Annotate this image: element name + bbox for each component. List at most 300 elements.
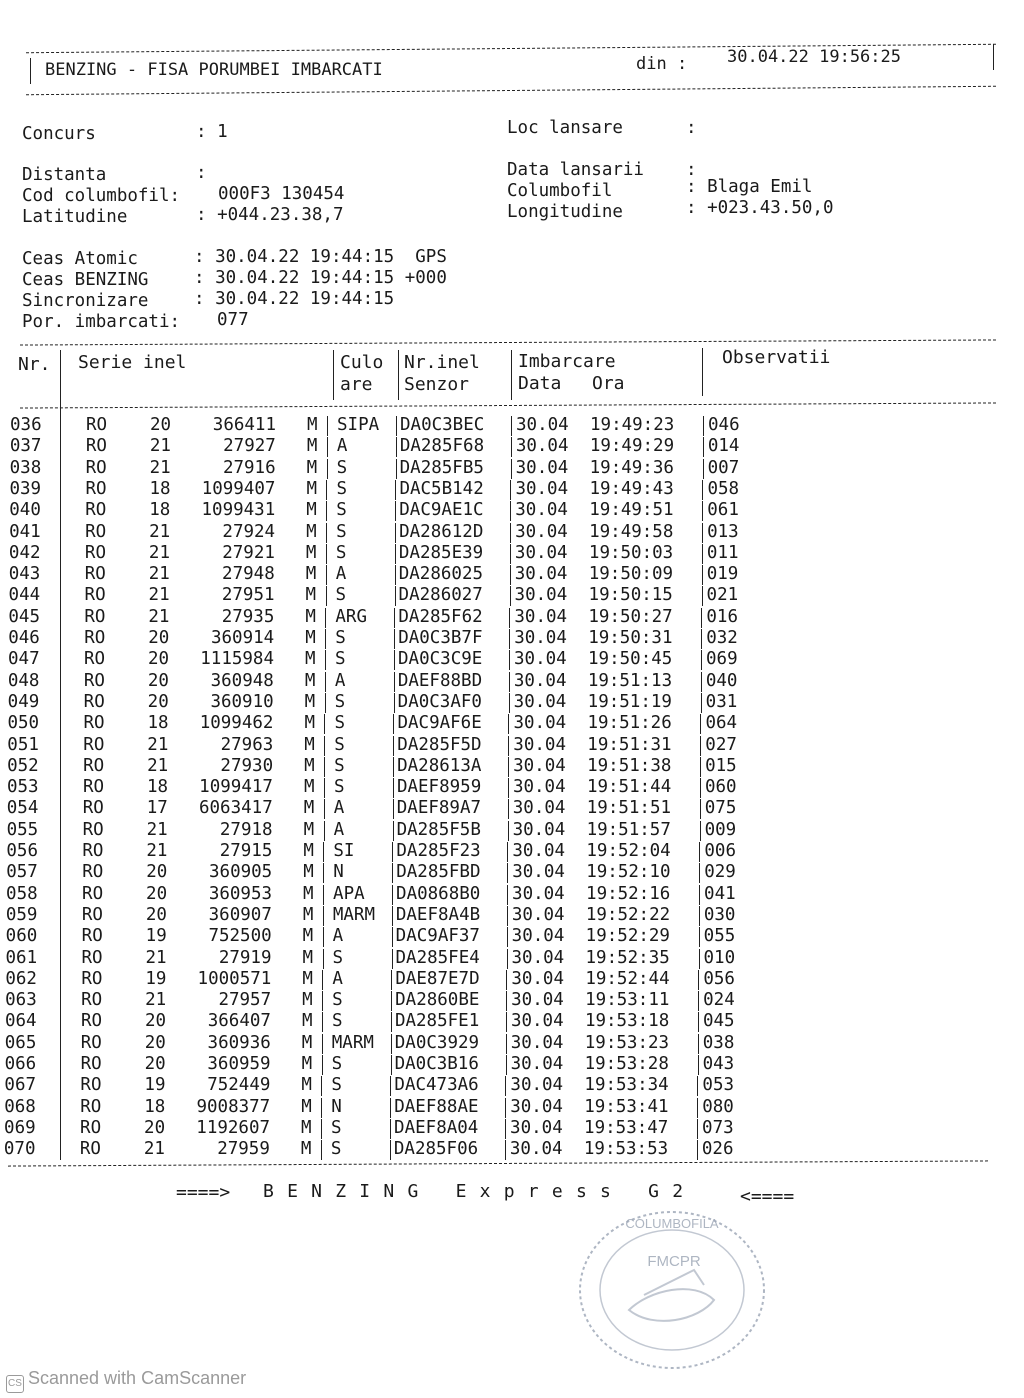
cell-cul: A: [333, 798, 345, 819]
cell-inel: 1099407: [201, 478, 276, 499]
cell-cul: A: [332, 926, 344, 947]
column-header-culoare-2: are: [340, 374, 373, 395]
cell-inel: 9008377: [196, 1096, 271, 1117]
table-row: [0, 820, 1024, 841]
cell-an: 21: [146, 819, 168, 840]
cell-an: 18: [149, 478, 171, 499]
cell-tara: RO: [80, 1075, 102, 1096]
cell-ora: 19:53:23: [584, 1032, 670, 1053]
sep-senzor: [507, 863, 508, 883]
camscanner-watermark: [6, 1368, 246, 1393]
sep-senzor: [505, 1098, 506, 1118]
cell-nr: 062: [5, 968, 37, 989]
sep-sex: [326, 586, 327, 606]
cell-inel: 27915: [219, 841, 273, 861]
cell-data: 30.04: [510, 1032, 564, 1053]
table-top-border: [20, 339, 996, 345]
ceas-atomic-label: Ceas Atomic: [22, 249, 138, 269]
sep-ora: [702, 586, 703, 606]
sep-senzor: [510, 586, 511, 606]
sep-sex: [327, 459, 328, 479]
cell-senzor: DAEF8A4B: [395, 904, 481, 925]
cell-cul: MARM: [332, 904, 376, 925]
cell-tara: RO: [80, 1032, 102, 1053]
por-imbarcati-label: Por. imbarcati:: [22, 312, 181, 332]
cell-obs: 010: [703, 947, 736, 968]
concurs-value: : 1: [196, 122, 228, 142]
cell-data: 30.04: [513, 734, 566, 755]
cell-obs: 038: [702, 1032, 735, 1053]
sep-cul: [393, 821, 394, 841]
cell-sex: M: [305, 649, 316, 670]
sincronizare-label: Sincronizare: [22, 291, 149, 311]
cell-data: 30.04: [515, 436, 569, 457]
sep-ora: [700, 714, 701, 734]
sep-senzor: [510, 544, 511, 564]
column-header-data: Data: [518, 373, 562, 394]
cell-nr: 057: [6, 862, 38, 883]
cell-nr: 052: [7, 755, 39, 776]
sep-ora: [699, 949, 700, 969]
table-row: [0, 543, 1024, 564]
cell-inel: 360914: [210, 628, 275, 648]
cell-inel: 360905: [209, 862, 273, 883]
por-imbarcati-value: 077: [217, 310, 249, 330]
sep-senzor: [510, 480, 511, 500]
cell-an: 20: [144, 1054, 166, 1074]
sep-ora: [702, 501, 703, 521]
cell-senzor: DA285F06: [393, 1139, 479, 1160]
cell-ora: 19:51:19: [587, 691, 672, 712]
column-header-nr: Nr.: [18, 354, 51, 375]
cell-data: 30.04: [514, 564, 568, 585]
sep-sex: [327, 416, 328, 436]
print-datetime: 30.04.22 19:56:25: [727, 47, 901, 67]
sep-senzor: [510, 565, 511, 585]
cell-ora: 19:51:51: [586, 798, 672, 819]
sep-cul: [395, 565, 396, 585]
cell-obs: 055: [703, 926, 736, 947]
cell-ora: 19:49:43: [589, 478, 674, 499]
cell-data: 30.04: [510, 1054, 564, 1074]
association-stamp: [574, 1200, 770, 1375]
cell-sex: M: [303, 819, 315, 840]
cell-nr: 039: [9, 478, 42, 499]
cell-nr: 068: [4, 1096, 36, 1117]
cell-data: 30.04: [515, 500, 568, 521]
cell-sex: M: [301, 1117, 312, 1138]
cell-an: 21: [145, 947, 167, 968]
table-row: [0, 1011, 1024, 1032]
cell-senzor: DAEF89A7: [396, 798, 482, 819]
data-lansarii-label: Data lansarii: [507, 160, 644, 180]
cell-nr: 040: [9, 500, 41, 521]
sep-ora: [701, 608, 702, 628]
cell-data: 30.04: [511, 904, 565, 925]
cell-senzor: DAEF8959: [396, 777, 482, 798]
sep-sex: [323, 863, 324, 883]
cell-senzor: DA0C3B16: [394, 1054, 479, 1074]
cell-an: 21: [148, 585, 170, 606]
sep-senzor: [510, 501, 511, 521]
cell-cul: A: [336, 436, 348, 457]
sep-sex: [324, 799, 325, 819]
cell-inel: 27919: [218, 947, 272, 968]
cell-inel: 1192607: [196, 1117, 271, 1138]
cell-senzor: DA285FBD: [396, 862, 481, 883]
cell-sex: M: [306, 500, 317, 521]
cell-obs: 024: [703, 990, 735, 1011]
cell-inel: 1000571: [197, 968, 272, 989]
sep-ora: [697, 1119, 698, 1139]
sep-sex: [322, 1055, 323, 1075]
sep-cul: [393, 778, 394, 798]
sep-sex: [323, 949, 324, 969]
cell-tara: RO: [82, 883, 104, 904]
data-lansarii-value: :: [686, 160, 697, 180]
cell-an: 20: [150, 415, 172, 435]
cell-inel: 366411: [212, 415, 276, 435]
cell-obs: 061: [707, 500, 739, 521]
cell-cul: APA: [333, 883, 365, 904]
table-row: [0, 777, 1024, 798]
sep-ora: [699, 906, 700, 926]
sep-senzor: [507, 842, 508, 862]
cell-cul: S: [334, 713, 346, 734]
cell-sex: M: [306, 436, 318, 457]
cell-tara: RO: [84, 585, 106, 606]
cell-an: 21: [143, 1139, 165, 1160]
cell-sex: M: [305, 564, 317, 585]
cell-cul: S: [332, 947, 344, 968]
cell-ora: 19:51:31: [587, 734, 672, 755]
cell-senzor: DAC9AE1C: [399, 500, 484, 521]
sep-cul: [395, 586, 396, 606]
sep-ora: [703, 416, 704, 436]
sep-cul: [391, 970, 392, 990]
cell-senzor: DA285F5D: [397, 734, 482, 755]
cell-sex: M: [303, 883, 314, 904]
sep-sex: [324, 778, 325, 798]
cell-inel: 27921: [222, 542, 275, 563]
sep-sex: [323, 885, 324, 905]
sep-ora: [701, 672, 702, 692]
cell-data: 30.04: [511, 990, 564, 1011]
cell-cul: S: [334, 755, 345, 776]
table-row: [0, 415, 1024, 436]
sep-ora: [699, 842, 700, 862]
cell-sex: M: [304, 755, 315, 776]
cell-ora: 19:52:16: [586, 883, 671, 904]
cell-inel: 1099462: [199, 713, 274, 734]
cell-nr: 042: [8, 542, 41, 563]
sep-cul: [392, 842, 393, 862]
cell-tara: RO: [82, 798, 104, 819]
sep-senzor: [507, 949, 508, 969]
cell-ora: 19:49:36: [589, 457, 674, 478]
divider-observatii: [702, 348, 703, 396]
cell-ora: 19:53:41: [584, 1096, 669, 1117]
cell-inel: 27916: [222, 457, 276, 478]
table-row: [0, 671, 1024, 692]
table-row: [0, 713, 1024, 734]
cell-senzor: DA28612D: [399, 521, 484, 542]
cell-an: 18: [147, 713, 169, 734]
camscanner-logo-icon: CS: [6, 1375, 24, 1393]
cell-obs: 021: [706, 585, 739, 606]
cell-sex: M: [302, 904, 314, 925]
sep-senzor: [505, 1119, 506, 1139]
sep-ora: [697, 1076, 698, 1096]
sep-ora: [701, 650, 702, 670]
cell-data: 30.04: [513, 755, 566, 776]
cell-sex: M: [304, 734, 315, 755]
cell-obs: 013: [707, 521, 739, 542]
divider-imbarcare: [511, 350, 512, 400]
cell-data: 30.04: [510, 1075, 564, 1096]
sep-sex: [322, 991, 323, 1011]
sep-cul: [391, 1012, 392, 1032]
cell-an: 20: [144, 1032, 166, 1053]
sep-cul: [394, 629, 395, 649]
sep-ora: [702, 523, 703, 543]
sep-sex: [326, 544, 327, 564]
sep-senzor: [509, 650, 510, 670]
sep-ora: [700, 778, 701, 798]
sep-sex: [325, 608, 326, 628]
cell-cul: N: [331, 1096, 342, 1117]
cell-data: 30.04: [510, 1117, 563, 1138]
sep-cul: [395, 480, 396, 500]
cell-tara: RO: [82, 841, 104, 861]
sep-cul: [393, 736, 394, 756]
cell-tara: RO: [83, 755, 105, 776]
cell-tara: RO: [85, 500, 107, 521]
sep-senzor: [507, 927, 508, 947]
sincronizare-value: : 30.04.22 19:44:15: [194, 289, 395, 309]
cell-nr: 051: [7, 734, 39, 755]
sep-sex: [322, 1034, 323, 1054]
sep-senzor: [505, 1140, 506, 1160]
table-row: [0, 607, 1024, 628]
cell-obs: 032: [706, 628, 738, 648]
cell-data: 30.04: [513, 691, 567, 712]
cell-inel: 27924: [222, 521, 276, 542]
cell-cul: S: [331, 1075, 342, 1096]
cell-senzor: DA285E39: [398, 542, 484, 563]
table-row: [0, 841, 1024, 862]
cell-sex: M: [301, 1075, 312, 1096]
cell-cul: SIPA: [337, 415, 380, 435]
sep-senzor: [508, 714, 509, 734]
cell-data: 30.04: [511, 947, 565, 968]
cell-inel: 27963: [220, 734, 274, 755]
cell-ora: 19:49:51: [589, 500, 674, 521]
cell-sex: M: [302, 926, 314, 947]
sep-cul: [392, 927, 393, 947]
cell-sex: M: [304, 713, 316, 734]
cell-cul: S: [335, 649, 346, 670]
cell-data: 30.04: [512, 841, 566, 861]
cell-senzor: DA285FE1: [394, 1011, 480, 1032]
sep-sex: [326, 523, 327, 543]
cod-columbofil-value: 000F3 130454: [218, 184, 345, 204]
sep-cul: [393, 799, 394, 819]
sep-senzor: [506, 991, 507, 1011]
sep-senzor: [509, 693, 510, 713]
sep-cul: [392, 906, 393, 926]
cell-data: 30.04: [512, 777, 566, 798]
cell-obs: 011: [706, 542, 739, 563]
sep-sex: [321, 1076, 322, 1096]
cell-ora: 19:52:22: [585, 904, 671, 925]
cell-nr: 046: [8, 628, 40, 648]
cell-an: 21: [147, 755, 169, 776]
cell-senzor: DAEF8A04: [394, 1117, 479, 1138]
cell-cul: S: [336, 500, 347, 521]
sep-ora: [703, 437, 704, 457]
cell-tara: RO: [80, 1117, 102, 1138]
sep-ora: [698, 1055, 699, 1075]
cell-inel: 27927: [223, 436, 276, 457]
cell-obs: 064: [705, 713, 738, 734]
cell-inel: 360936: [207, 1032, 271, 1053]
cell-tara: RO: [80, 1011, 103, 1032]
sep-ora: [699, 885, 700, 905]
cell-obs: 069: [706, 649, 738, 670]
cell-senzor: DA0868B0: [396, 883, 481, 904]
table-row: [0, 735, 1024, 756]
sep-cul: [390, 1119, 391, 1139]
table-row: [0, 1118, 1024, 1139]
cell-ora: 19:50:09: [588, 564, 674, 585]
cell-tara: RO: [82, 819, 104, 840]
cell-tara: RO: [83, 691, 105, 712]
cell-cul: S: [336, 478, 347, 499]
sep-senzor: [508, 821, 509, 841]
cell-obs: 046: [708, 415, 740, 435]
cell-data: 30.04: [511, 968, 564, 989]
sep-sex: [321, 1119, 322, 1139]
sep-ora: [697, 1098, 698, 1118]
cell-sex: M: [304, 670, 316, 691]
footer-left-arrows: ====>: [176, 1182, 231, 1203]
cell-tara: RO: [85, 457, 107, 478]
sep-senzor: [507, 885, 508, 905]
cell-senzor: DA285F23: [396, 841, 481, 861]
cell-inel: 752500: [208, 926, 272, 947]
cell-inel: 360907: [208, 904, 272, 925]
cell-tara: RO: [79, 1139, 101, 1160]
sep-sex: [326, 501, 327, 521]
cell-sex: M: [305, 606, 316, 627]
cell-nr: 058: [6, 883, 38, 904]
column-header-serie-inel: Serie inel: [78, 352, 187, 373]
cell-sex: M: [306, 521, 317, 542]
table-row: [0, 1075, 1024, 1096]
cell-an: 21: [148, 606, 170, 627]
sep-ora: [700, 799, 701, 819]
table-row: [0, 692, 1024, 713]
cell-cul: A: [334, 670, 346, 691]
cell-an: 20: [145, 904, 167, 925]
cell-sex: M: [302, 968, 313, 989]
cell-senzor: DAC473A6: [394, 1075, 479, 1096]
cell-inel: 6063417: [198, 798, 273, 819]
sep-ora: [700, 736, 701, 756]
cell-ora: 19:53:28: [584, 1054, 669, 1074]
title-bottom-border: [26, 86, 996, 95]
cell-cul: SI: [333, 841, 355, 861]
column-header-observatii: Observatii: [722, 347, 831, 368]
cell-data: 30.04: [513, 713, 567, 734]
cell-cul: MARM: [331, 1032, 374, 1053]
cell-nr: 064: [4, 1011, 37, 1032]
cell-sex: M: [301, 1032, 313, 1053]
cell-tara: RO: [83, 670, 105, 691]
cell-an: 19: [145, 968, 167, 989]
cell-ora: 19:51:13: [587, 670, 673, 691]
cell-nr: 038: [9, 457, 42, 478]
sep-senzor: [511, 459, 512, 479]
cell-obs: 073: [702, 1117, 734, 1138]
table-row: [0, 862, 1024, 883]
cell-ora: 19:50:45: [588, 649, 673, 670]
cell-tara: RO: [84, 649, 106, 670]
sep-cul: [392, 949, 393, 969]
cell-inel: 1099431: [201, 500, 276, 521]
cell-cul: S: [331, 1054, 343, 1074]
cell-ora: 19:53:47: [584, 1117, 669, 1138]
cell-sex: M: [305, 585, 317, 606]
latitudine-label: Latitudine: [22, 207, 128, 227]
sep-sex: [321, 1140, 322, 1160]
cell-data: 30.04: [512, 862, 565, 883]
cell-senzor: DAE87E7D: [395, 968, 480, 989]
sep-ora: [700, 757, 701, 777]
sep-cul: [394, 608, 395, 628]
cell-an: 21: [147, 734, 169, 755]
sep-ora: [701, 693, 702, 713]
cell-an: 20: [144, 1117, 166, 1138]
table-bottom-border: [8, 1160, 988, 1166]
table-row: [0, 756, 1024, 777]
cell-tara: RO: [80, 1054, 102, 1074]
cell-data: 30.04: [512, 883, 565, 904]
cell-cul: ARG: [335, 606, 367, 627]
table-row: [0, 500, 1024, 521]
cell-tara: RO: [85, 478, 107, 499]
sep-cul: [393, 714, 394, 734]
cell-obs: 026: [701, 1139, 734, 1160]
sep-cul: [391, 1055, 392, 1075]
column-header-nr-inel-1: Nr.inel: [404, 352, 480, 373]
cell-sex: M: [301, 1096, 312, 1117]
sep-ora: [702, 480, 703, 500]
table-row: [0, 479, 1024, 500]
cell-cul: S: [336, 457, 348, 478]
cell-inel: 27935: [221, 606, 275, 627]
sep-ora: [699, 927, 700, 947]
cell-an: 21: [145, 990, 167, 1011]
cell-obs: 041: [704, 883, 736, 904]
table-row: [0, 522, 1024, 543]
loc-lansare-value: :: [686, 118, 697, 138]
sep-senzor: [509, 629, 510, 649]
cell-cul: S: [335, 542, 347, 563]
cell-ora: 19:53:53: [583, 1139, 669, 1160]
cell-cul: A: [335, 564, 347, 585]
